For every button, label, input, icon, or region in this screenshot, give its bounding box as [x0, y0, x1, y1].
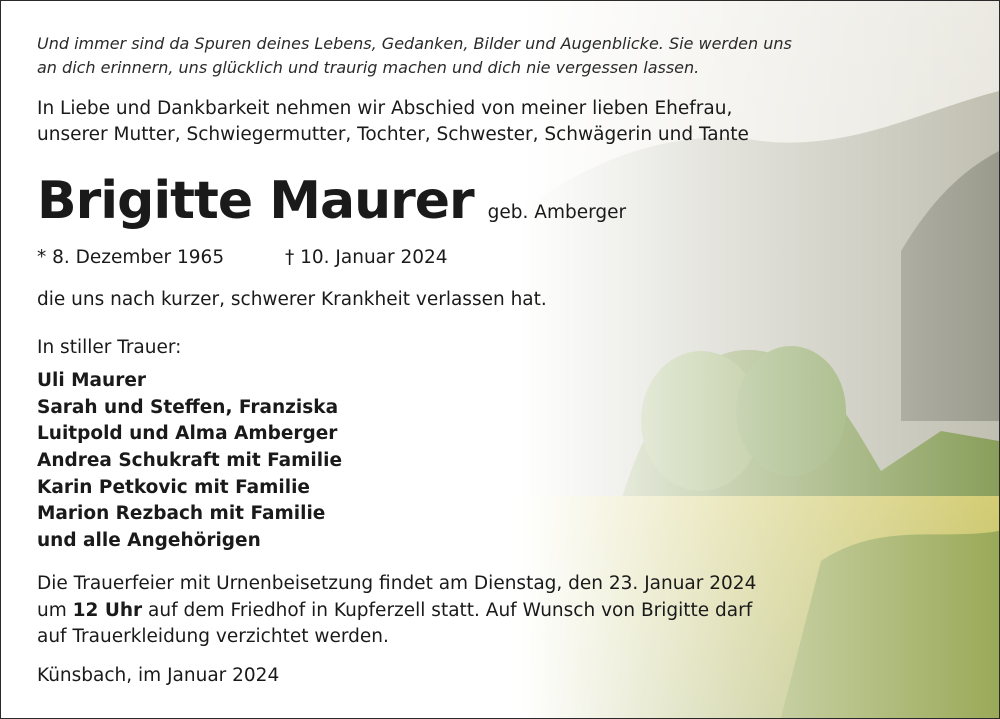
maiden-name: geb. Amberger	[487, 202, 627, 223]
mourner-name: und alle Angehörigen	[37, 530, 261, 551]
service-time: 12 Uhr	[72, 600, 143, 621]
memorial-quote-line-2: an dich erinnern, uns glücklich und traurig machen und dich nie vergessen lassen.	[37, 58, 700, 77]
birth-date: * 8. Dezember 1965	[37, 247, 225, 268]
mourner-name: Karin Petkovic mit Familie	[37, 477, 310, 498]
notice-text-area	[37, 1, 999, 718]
mourner-name: Andrea Schukraft mit Familie	[37, 450, 342, 471]
mourning-label: In stiller Trauer:	[37, 337, 182, 358]
memorial-quote-line-1: Und immer sind da Spuren deines Lebens, Gedanken, Bilder und Augenblicke. Sie werden uns	[37, 34, 792, 53]
mourner-name: Marion Rezbach mit Familie	[37, 503, 326, 524]
mourner-name: Sarah und Steffen, Franziska	[37, 397, 339, 418]
intro-line-1: In Liebe und Dankbarkeit nehmen wir Abschied von meiner lieben Ehefrau,	[37, 98, 733, 119]
deceased-name: Brigitte Maurer	[37, 171, 474, 231]
service-line-3: auf Trauerkleidung verzichtet werden.	[37, 626, 389, 647]
intro-line-2: unserer Mutter, Schwiegermutter, Tochter, Schwester, Schwägerin und Tante	[37, 124, 749, 145]
mourner-name: Luitpold und Alma Amberger	[37, 423, 338, 444]
service-line-2-start: um	[37, 600, 73, 621]
place-and-date: Künsbach, im Januar 2024	[37, 665, 280, 686]
service-line-1: Die Trauerfeier mit Urnenbeisetzung findet am Dienstag, den 23. Januar 2024	[37, 573, 757, 594]
death-date: † 10. Januar 2024	[285, 247, 448, 268]
life-dates	[37, 247, 448, 268]
mourner-name: Uli Maurer	[37, 370, 147, 391]
service-line-2-end: auf dem Friedhof in Kupferzell statt. Auf Wunsch von Brigitte darf	[142, 600, 753, 621]
service-line-2	[37, 598, 752, 624]
illness-line: die uns nach kurzer, schwerer Krankheit verlassen hat.	[37, 289, 547, 310]
deceased-name-row	[37, 171, 626, 231]
